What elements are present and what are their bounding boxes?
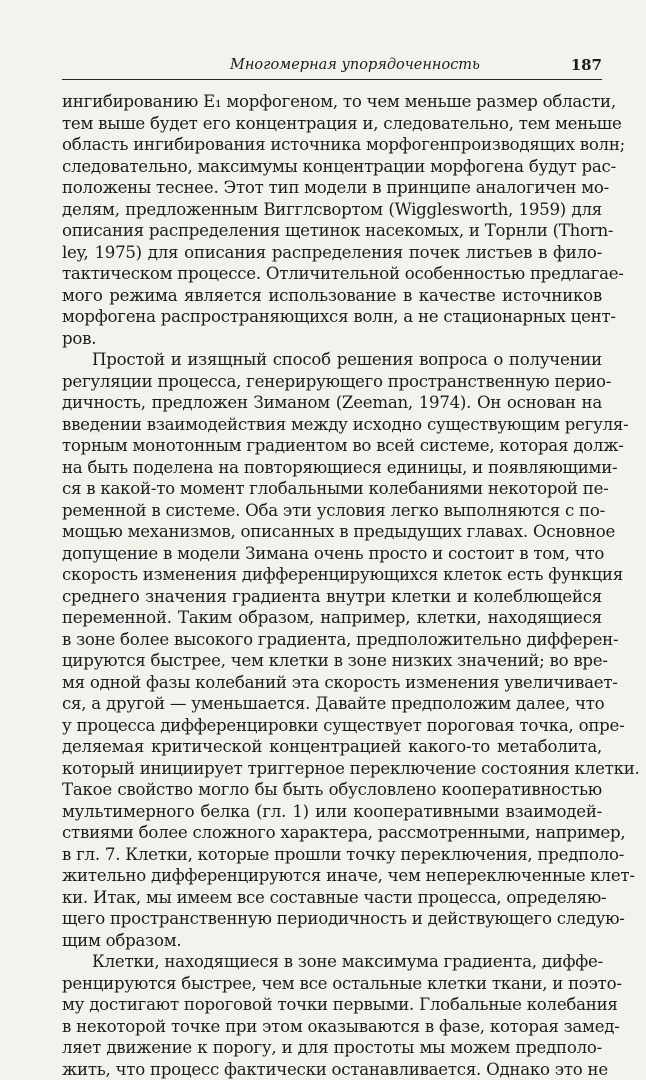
text-line: регуляции процесса, генерирующего пространственную перио- bbox=[62, 371, 602, 393]
text-line: делям, предложенным Вигглсвортом (Wigglesworth, 1959) для bbox=[62, 199, 602, 221]
text-line: среднего значения градиента внутри клетки и колеблющейся bbox=[62, 586, 602, 608]
paragraph bbox=[62, 91, 602, 349]
text-line: в зоне более высокого градиента, предположительно дифферен- bbox=[62, 629, 602, 651]
text-line: тем выше будет его концентрация и, следовательно, тем меньше bbox=[62, 113, 602, 135]
text-line: следовательно, максимумы концентрации морфогена будут рас- bbox=[62, 156, 602, 178]
paragraph bbox=[62, 349, 602, 951]
text-line: в некоторой точке при этом оказываются в фазе, которая замед- bbox=[62, 1016, 602, 1038]
paragraph bbox=[62, 951, 602, 1080]
text-line: описания распределения щетинок насекомых, и Торнли (Thorn- bbox=[62, 220, 602, 242]
text-line: мя одной фазы колебаний эта скорость изменения увеличивает- bbox=[62, 672, 602, 694]
text-line: тактическом процессе. Отличительной особенностью предлагае- bbox=[62, 263, 602, 285]
text-line: дичность, предложен Зиманом (Zeeman, 1974). Он основан на bbox=[62, 392, 602, 414]
text-line: ременной в системе. Оба эти условия легко выполняются с по- bbox=[62, 500, 602, 522]
text-line: введении взаимодействия между исходно существующим регуля- bbox=[62, 414, 602, 436]
text-line: ся, а другой — уменьшается. Давайте предположим далее, что bbox=[62, 693, 602, 715]
text-line: Простой и изящный способ решения вопроса о получении bbox=[62, 349, 602, 371]
text-line: переменной. Таким образом, например, клетки, находящиеся bbox=[62, 607, 602, 629]
text-line: щего пространственную периодичность и действующего следую- bbox=[62, 908, 602, 930]
text-line: мого режима является использование в качестве источников bbox=[62, 285, 602, 307]
text-line: му достигают пороговой точки первыми. Глобальные колебания bbox=[62, 994, 602, 1016]
running-header bbox=[62, 55, 602, 80]
text-line: Клетки, находящиеся в зоне максимума градиента, диффе- bbox=[62, 951, 602, 973]
text-line: мощью механизмов, описанных в предыдущих главах. Основное bbox=[62, 521, 602, 543]
text-line: ляет движение к порогу, и для простоты мы можем предполо- bbox=[62, 1037, 602, 1059]
text-line: ингибированию E₁ морфогеном, то чем меньше размер области, bbox=[62, 91, 602, 113]
page-number: 187 bbox=[571, 56, 602, 74]
running-title: Многомерная упорядоченность bbox=[230, 57, 480, 73]
text-line: мультимерного белка (гл. 1) или кооперативными взаимодей- bbox=[62, 801, 602, 823]
text-line: морфогена распространяющихся волн, а не стационарных цент- bbox=[62, 306, 602, 328]
text-line: область ингибирования источника морфогенпроизводящих волн; bbox=[62, 134, 602, 156]
text-line: на быть поделена на повторяющиеся единицы, и появляющими- bbox=[62, 457, 602, 479]
text-line: ся в какой-то момент глобальными колебаниями некоторой пе- bbox=[62, 478, 602, 500]
text-line: ров. bbox=[62, 328, 602, 350]
text-line: жить, что процесс фактически останавливается. Однако это не bbox=[62, 1059, 602, 1080]
text-line: Такое свойство могло бы быть обусловлено кооперативностью bbox=[62, 779, 602, 801]
text-line: ley, 1975) для описания распределения почек листьев в фило- bbox=[62, 242, 602, 264]
text-line: цируются быстрее, чем клетки в зоне низких значений; во вре- bbox=[62, 650, 602, 672]
text-line: скорость изменения дифференцирующихся клеток есть функция bbox=[62, 564, 602, 586]
text-line: ствиями более сложного характера, рассмотренными, например, bbox=[62, 822, 602, 844]
text-line: торным монотонным градиентом во всей системе, которая долж- bbox=[62, 435, 602, 457]
text-line: у процесса дифференцировки существует пороговая точка, опре- bbox=[62, 715, 602, 737]
text-line: ренцируются быстрее, чем все остальные клетки ткани, и поэто- bbox=[62, 973, 602, 995]
text-line: положены теснее. Этот тип модели в принципе аналогичен мо- bbox=[62, 177, 602, 199]
text-line: деляемая критической концентрацией какого-то метаболита, bbox=[62, 736, 602, 758]
text-line: который инициирует триггерное переключение состояния клетки. bbox=[62, 758, 602, 780]
body-text bbox=[62, 91, 602, 1080]
text-line: жительно дифференцируются иначе, чем непереключенные клет- bbox=[62, 865, 602, 887]
text-line: в гл. 7. Клетки, которые прошли точку переключения, предполо- bbox=[62, 844, 602, 866]
text-line: ки. Итак, мы имеем все составные части процесса, определяю- bbox=[62, 887, 602, 909]
text-line: щим образом. bbox=[62, 930, 602, 952]
text-line: допущение в модели Зимана очень просто и состоит в том, что bbox=[62, 543, 602, 565]
